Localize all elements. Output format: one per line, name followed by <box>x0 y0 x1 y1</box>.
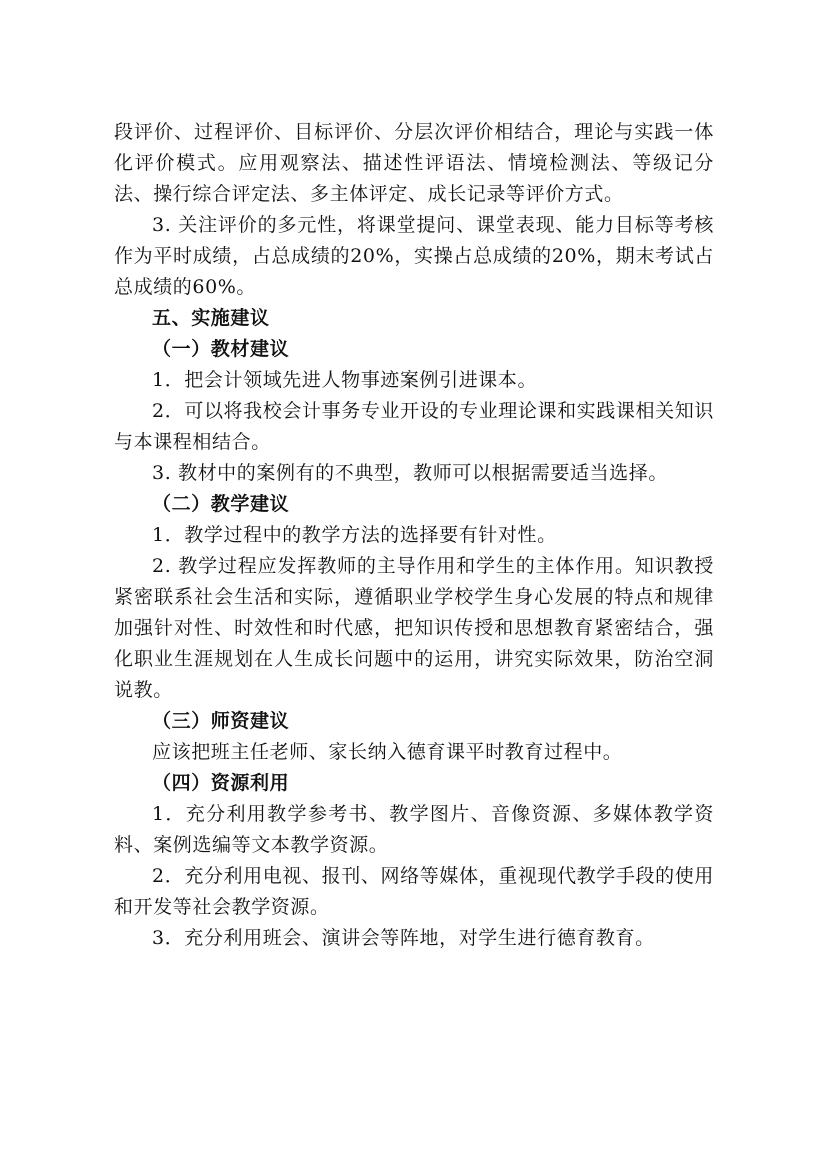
document-body <box>114 117 714 954</box>
resources-item-1: 1．充分利用教学参考书、教学图片、音像资源、多媒体教学资料、案例选编等文本教学资源。 <box>114 803 714 856</box>
resources-item-2: 2．充分利用电视、报刊、网络等媒体，重视现代教学手段的使用和开发等社会教学资源。 <box>114 865 714 918</box>
textbook-item-2: 2．可以将我校会计事务专业开设的专业理论课和实践课相关知识与本课程相结合。 <box>114 400 714 453</box>
subsection-title-teaching: （二）教学建议 <box>152 493 290 515</box>
teaching-item-1: 1．教学过程中的教学方法的选择要有针对性。 <box>152 524 557 546</box>
evaluation-item-3: 3. 关注评价的多元性，将课堂提问、课堂表现、能力目标等考核作为平时成绩，占总成绩的20%，实操占总成绩的20%，期末考试占总成绩的60%。 <box>114 214 714 298</box>
teaching-item-2: 2. 教学过程应发挥教师的主导作用和学生的主体作用。知识教授紧密联系社会生活和实际，遵循职业学校学生身心发展的特点和规律加强针对性、时效性和时代感，把知识传授和思想教育紧密结合，强化职业生涯规划在人生成长问题中的运用，讲究实际效果，防治空洞说教。 <box>114 555 714 701</box>
section-title-implementation: 五、实施建议 <box>152 307 270 329</box>
subsection-title-resources: （四）资源利用 <box>152 772 290 794</box>
resources-item-3: 3．充分利用班会、演讲会等阵地，对学生进行德育教育。 <box>152 927 655 949</box>
subsection-title-textbook: （一）教材建议 <box>152 338 290 360</box>
subsection-title-faculty: （三）师资建议 <box>152 710 290 732</box>
faculty-text: 应该把班主任老师、家长纳入德育课平时教育过程中。 <box>152 741 623 763</box>
evaluation-paragraph-continued: 段评价、过程评价、目标评价、分层次评价相结合，理论与实践一体化评价模式。应用观察法、描述性评语法、情境检测法、等级记分法、操行综合评定法、多主体评定、成长记录等评价方式。 <box>114 121 714 205</box>
textbook-item-1: 1．把会计领域先进人物事迹案例引进课本。 <box>152 369 538 391</box>
textbook-item-3: 3. 教材中的案例有的不典型，教师可以根据需要适当选择。 <box>152 462 668 484</box>
